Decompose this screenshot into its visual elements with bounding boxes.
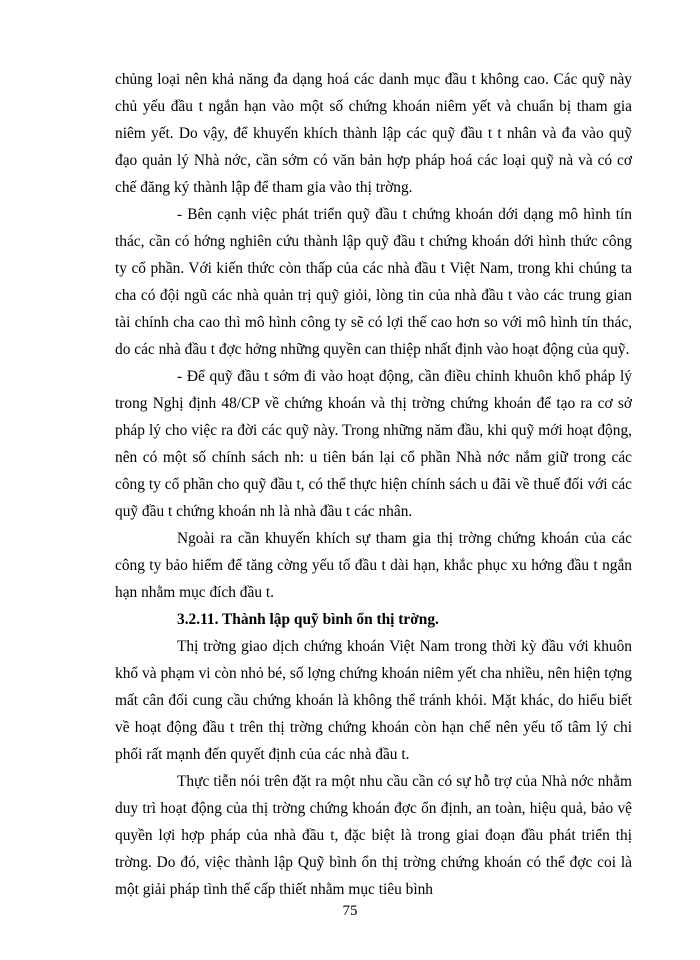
paragraph-6: Thực tiễn nói trên đặt ra một nhu cầu cần có sự hỗ trợ của Nhà nớc nhằm duy trì hoạt động của thị trờng chứng khoán đợc ổn định, an toàn, hiệu quả, bảo vệ quyền lợi hợp pháp của nhà đầu t, đặc biệt là trong giai đoạn đầu phát triển thị trờng. Do đó, việc thành lập Quỹ bình ổn thị trờng chứng khoán có thể đợc coi là một giải pháp tình thế cấp thiết nhằm mục tiêu bình — [115, 773, 632, 898]
section-heading: 3.2.11. Thành lập quỹ bình ổn thị trờng. — [177, 611, 439, 628]
paragraph-1: chủng loại nên khả năng đa dạng hoá các danh mục đầu t không cao. Các quỹ này chủ yếu đầu t ngắn hạn vào một số chứng khoán niêm yết và chuẩn bị tham gia niêm yết. Do vậy, để khuyến khích thành lập các quỹ đầu t t nhân và đa vào quỹ đạo quản lý Nhà nớc, cần sớm có văn bản hợp pháp hoá các loại quỹ nà và có cơ chế đăng ký thành lập để tham gia vào thị trờng. — [115, 71, 632, 196]
paragraph-2: - Bên cạnh việc phát triển quỹ đầu t chứng khoán dới dạng mô hình tín thác, cần có hớng nghiên cứu thành lập quỹ đầu t chứng khoán dới hình thức công ty cổ phần. Với kiến thức còn thấp của các nhà đầu t Việt Nam, trong khi chúng ta cha có đội ngũ các nhà quản trị quỹ giỏi, lòng tin của nhà đầu t vào các trung gian tài chính cha cao thì mô hình công ty sẽ có lợi thế cao hơn so với mô hình tín thác, do các nhà đầu t đợc hởng những quyền can thiệp nhất định vào hoạt động của quỹ. — [115, 206, 632, 358]
paragraph-3: - Để quỹ đầu t sớm đi vào hoạt động, cần điều chỉnh khuôn khổ pháp lý trong Nghị định 48/CP về chứng khoán và thị trờng chứng khoán để tạo ra cơ sở pháp lý cho việc ra đời các quỹ này. Trong những năm đầu, khi quỹ mới hoạt động, nên có một số chính sách nh: u tiên bán lại cổ phần Nhà nớc nắm giữ trong các công ty cổ phần cho quỹ đầu t, có thể thực hiện chính sách u đãi về thuế đối với các quỹ đầu t chứng khoán nh là nhà đầu t các nhân. — [115, 368, 632, 520]
page-body — [115, 66, 632, 903]
paragraph-4: Ngoài ra cần khuyến khích sự tham gia thị trờng chứng khoán của các công ty bảo hiểm để tăng cờng yếu tố đầu t dài hạn, khắc phục xu hớng đầu t ngắn hạn nhằm mục đích đầu t. — [115, 530, 632, 601]
paragraph-5: Thị trờng giao dịch chứng khoán Việt Nam trong thời kỳ đầu với khuôn khổ và phạm vi còn nhỏ bé, số lợng chứng khoán niêm yết cha nhiều, nên hiện tợng mất cân đối cung cầu chứng khoán là không thể tránh khỏi. Mặt khác, do hiểu biết về hoạt động đầu t trên thị trờng chứng khoán còn hạn chế nên yếu tố tâm lý chi phối rất mạnh đến quyết định của các nhà đầu t. — [115, 638, 632, 763]
page-number: 75 — [342, 903, 358, 919]
